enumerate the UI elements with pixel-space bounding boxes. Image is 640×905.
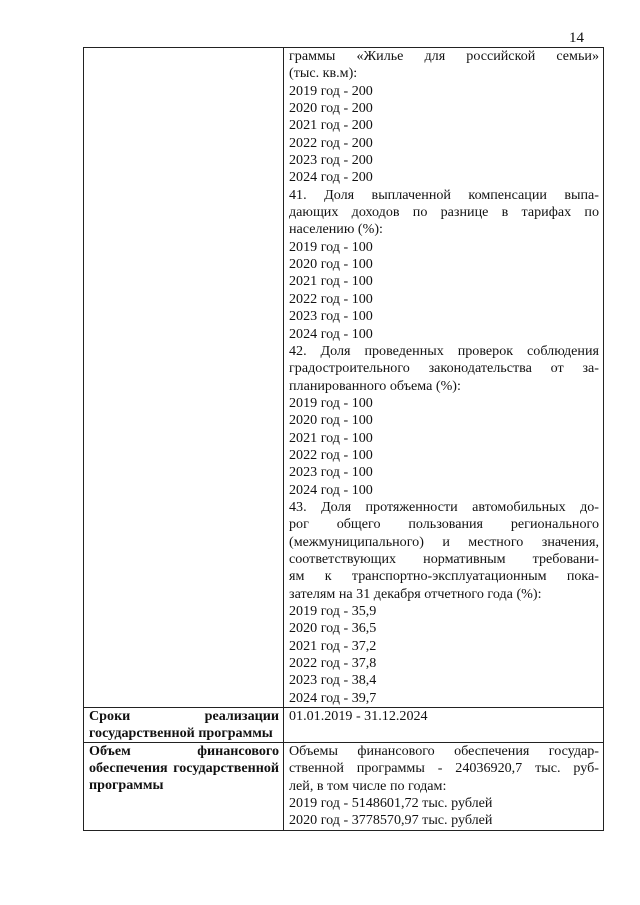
year-value: 2024 год - 200	[289, 169, 373, 186]
year-value: 2024 год - 39,7	[289, 689, 377, 706]
year-value: 2020 год - 3778570,97 тыс. рублей	[289, 812, 493, 829]
indicator-42-line: градостроительного законодательства от за-	[289, 360, 599, 377]
indicator-43-line: (межмуниципального) и местного значения,	[289, 533, 599, 550]
indicator-43-line: соответствующих нормативным требовани-	[289, 550, 599, 567]
indicator-42-line: планированного объема (%):	[289, 377, 461, 394]
year-value: 2020 год - 36,5	[289, 620, 377, 637]
year-value: 2021 год - 100	[289, 429, 373, 446]
year-value: 2019 год - 35,9	[289, 603, 377, 619]
year-value: 2024 год - 100	[289, 325, 373, 342]
year-value: 2024 год - 100	[289, 481, 373, 498]
year-value: 2023 год - 200	[289, 152, 373, 169]
year-value: 2023 год - 38,4	[289, 672, 377, 689]
year-value: 2022 год - 37,8	[289, 655, 377, 672]
year-value: 2023 год - 100	[289, 464, 373, 481]
year-value: 2022 год - 200	[289, 134, 373, 151]
year-value: 2023 год - 100	[289, 308, 373, 325]
indicators-cell	[284, 48, 604, 708]
finance-line: ственной программы - 24036920,7 тыс. руб-	[289, 760, 599, 777]
empty-label-cell	[84, 48, 284, 708]
finance-label: Объем финансового обеспечения государственной программы	[84, 743, 284, 831]
indicator-43-line: ям к транспортно-эксплуатационным пока-	[289, 568, 599, 585]
finance-line: лей, в том числе по годам:	[289, 777, 447, 794]
terms-label: Сроки реализации государственной программы	[84, 708, 284, 743]
year-value: 2020 год - 100	[289, 412, 373, 429]
terms-value: 01.01.2019 - 31.12.2024	[284, 708, 604, 743]
year-value: 2021 год - 37,2	[289, 637, 377, 654]
indicator-42-line: 42. Доля проведенных проверок соблюдения	[289, 342, 599, 359]
page-number: 14	[569, 30, 584, 46]
passport-table	[83, 47, 604, 831]
year-value: 2019 год - 5148601,72 тыс. рублей	[289, 795, 493, 812]
year-value: 2020 год - 200	[289, 100, 373, 117]
indicator-41-line: населению (%):	[289, 221, 383, 238]
table-row-indicators	[84, 48, 604, 708]
indicator-41-line: дающих доходов по разнице в тарифах по	[289, 204, 599, 221]
year-value: 2021 год - 100	[289, 273, 373, 290]
indicator-41-line: 41. Доля выплаченной компенсации выпа-	[289, 186, 599, 203]
year-value: 2019 год - 200	[289, 82, 373, 99]
indicator-43-line: 43. Доля протяженности автомобильных до-	[289, 498, 599, 515]
year-value: 2022 год - 100	[289, 446, 373, 463]
finance-line: Объемы финансового обеспечения государ-	[289, 743, 599, 760]
year-value: 2019 год - 100	[289, 238, 373, 255]
year-value: 2020 год - 100	[289, 256, 373, 273]
table-row-finance	[84, 743, 604, 831]
table-row-terms	[84, 708, 604, 743]
indicator-43-line: рог общего пользования регионального	[289, 516, 599, 533]
continued-text-line: граммы «Жилье для российской семьи»	[289, 48, 599, 64]
year-value: 2021 год - 200	[289, 117, 373, 134]
finance-cell	[284, 743, 604, 831]
indicator-43-line: зателям на 31 декабря отчетного года (%):	[289, 585, 542, 602]
year-value: 2022 год - 100	[289, 290, 373, 307]
year-value: 2019 год - 100	[289, 394, 373, 411]
continued-text-line: (тыс. кв.м):	[289, 65, 358, 82]
